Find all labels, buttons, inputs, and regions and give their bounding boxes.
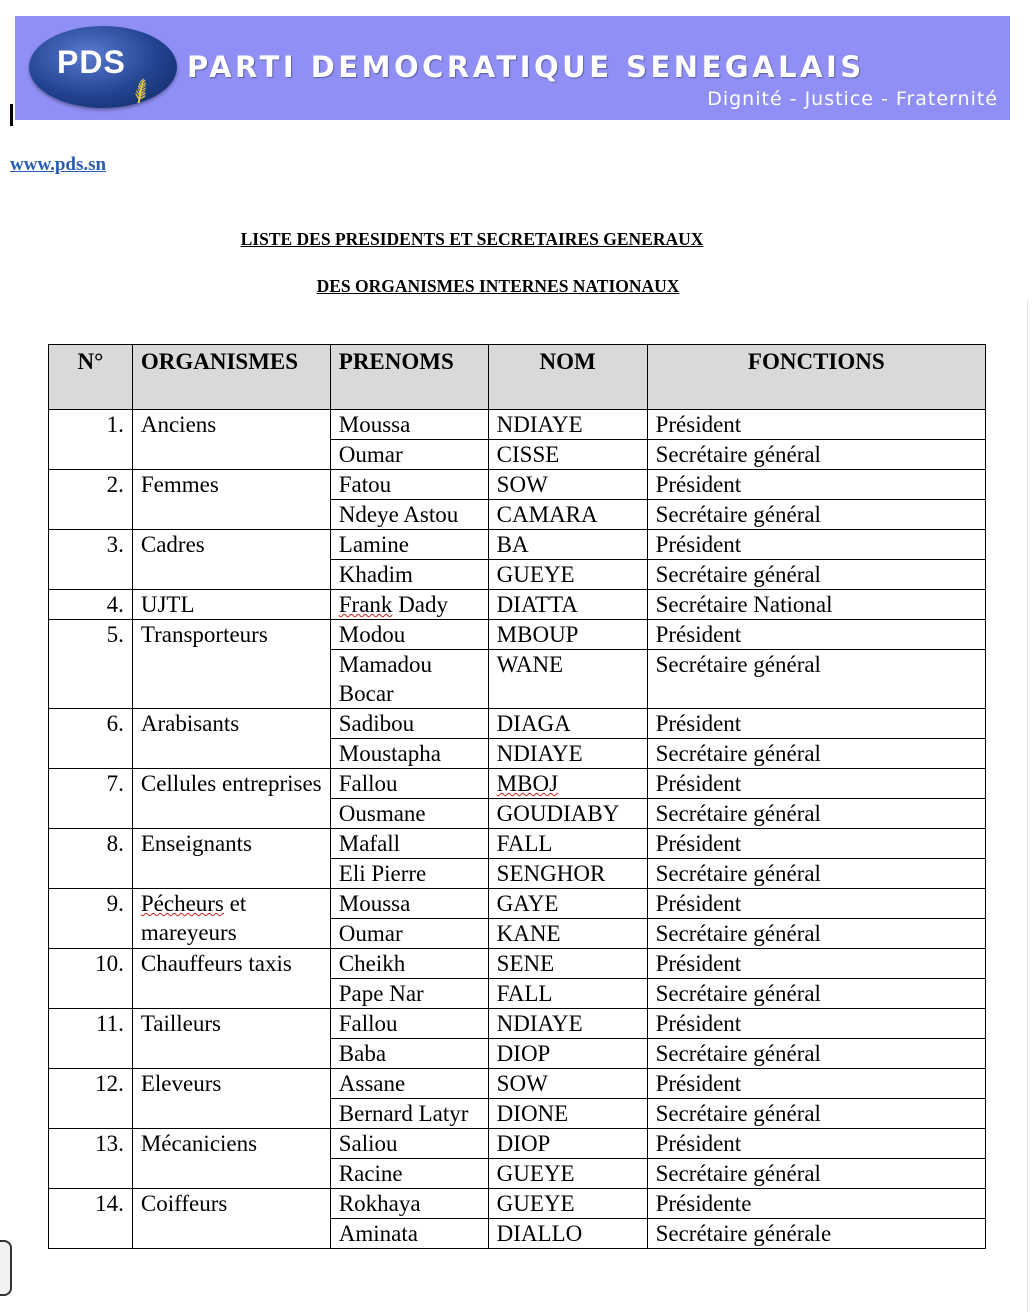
row-number: 7. bbox=[49, 769, 133, 829]
cell-prenom: Mafall bbox=[330, 829, 488, 859]
page-edge bbox=[1027, 300, 1028, 1312]
cell-nom: NDIAYE bbox=[488, 410, 647, 440]
cell-nom: GUEYE bbox=[488, 560, 647, 590]
row-number: 13. bbox=[49, 1129, 133, 1189]
row-number: 14. bbox=[49, 1189, 133, 1249]
cell-fonction: Secrétaire générale bbox=[647, 1219, 985, 1249]
cell-fonction: Président bbox=[647, 1009, 985, 1039]
cell-nom: NDIAYE bbox=[488, 1009, 647, 1039]
table-row bbox=[49, 1009, 986, 1039]
cell-nom: CISSE bbox=[488, 440, 647, 470]
header-organismes: ORGANISMES bbox=[132, 345, 330, 410]
cell-nom: GUEYE bbox=[488, 1159, 647, 1189]
table-row bbox=[49, 590, 986, 620]
row-number: 2. bbox=[49, 470, 133, 530]
cell-nom: CAMARA bbox=[488, 500, 647, 530]
table-body bbox=[49, 410, 986, 1249]
row-number: 3. bbox=[49, 530, 133, 590]
cell-nom: WANE bbox=[488, 650, 647, 709]
row-number: 10. bbox=[49, 949, 133, 1009]
table-header-row bbox=[49, 345, 986, 410]
header-num: N° bbox=[49, 345, 133, 410]
cell-fonction: Secrétaire général bbox=[647, 799, 985, 829]
row-number: 9. bbox=[49, 889, 133, 949]
cell-fonction: Secrétaire général bbox=[647, 919, 985, 949]
wheat-icon: ⸙ bbox=[121, 66, 161, 115]
cell-nom: FALL bbox=[488, 979, 647, 1009]
logo-text: PDS bbox=[57, 44, 126, 80]
cell-prenom: Sadibou bbox=[330, 709, 488, 739]
cell-fonction: Président bbox=[647, 470, 985, 500]
cell-fonction: Secrétaire National bbox=[647, 590, 985, 620]
cell-fonction: Secrétaire général bbox=[647, 1099, 985, 1129]
table-row bbox=[49, 1129, 986, 1159]
organisme-name: Coiffeurs bbox=[132, 1189, 330, 1249]
organisme-name: UJTL bbox=[132, 590, 330, 620]
cell-fonction: Président bbox=[647, 829, 985, 859]
cell-fonction: Président bbox=[647, 410, 985, 440]
cell-prenom: Assane bbox=[330, 1069, 488, 1099]
row-number: 11. bbox=[49, 1009, 133, 1069]
cell-fonction: Président bbox=[647, 620, 985, 650]
organisme-name: Eleveurs bbox=[132, 1069, 330, 1129]
row-number: 4. bbox=[49, 590, 133, 620]
cell-nom: SOW bbox=[488, 470, 647, 500]
organisme-name: Pécheurs et mareyeurs bbox=[132, 889, 330, 949]
cell-nom: SENE bbox=[488, 949, 647, 979]
row-number: 6. bbox=[49, 709, 133, 769]
cell-fonction: Secrétaire général bbox=[647, 1039, 985, 1069]
table-row bbox=[49, 949, 986, 979]
cell-prenom: Fallou bbox=[330, 1009, 488, 1039]
header-prenoms: PRENOMS bbox=[330, 345, 488, 410]
cell-prenom: Baba bbox=[330, 1039, 488, 1069]
cell-prenom: Rokhaya bbox=[330, 1189, 488, 1219]
cell-nom: SENGHOR bbox=[488, 859, 647, 889]
cell-nom: GUEYE bbox=[488, 1189, 647, 1219]
cell-prenom: Aminata bbox=[330, 1219, 488, 1249]
cell-prenom: Modou bbox=[330, 620, 488, 650]
sidebar-toggle-handle[interactable] bbox=[0, 1240, 12, 1296]
cell-fonction: Secrétaire général bbox=[647, 560, 985, 590]
cell-prenom: Oumar bbox=[330, 440, 488, 470]
organisme-name: Mécaniciens bbox=[132, 1129, 330, 1189]
organisme-name: Chauffeurs taxis bbox=[132, 949, 330, 1009]
cell-fonction: Président bbox=[647, 1069, 985, 1099]
organisms-table bbox=[48, 344, 986, 1249]
organisme-name: Enseignants bbox=[132, 829, 330, 889]
organisme-name: Cellules entreprises bbox=[132, 769, 330, 829]
row-number: 5. bbox=[49, 620, 133, 709]
cell-prenom: Khadim bbox=[330, 560, 488, 590]
organisme-name: Tailleurs bbox=[132, 1009, 330, 1069]
cell-fonction: Président bbox=[647, 709, 985, 739]
cell-nom: MBOJ bbox=[488, 769, 647, 799]
cell-fonction: Secrétaire général bbox=[647, 440, 985, 470]
cell-fonction: Président bbox=[647, 769, 985, 799]
table-row bbox=[49, 769, 986, 799]
table-row bbox=[49, 1189, 986, 1219]
cell-fonction: Secrétaire général bbox=[647, 859, 985, 889]
cell-nom: DIONE bbox=[488, 1099, 647, 1129]
cell-prenom: Mamadou Bocar bbox=[330, 650, 488, 709]
table-row bbox=[49, 1069, 986, 1099]
cell-fonction: Président bbox=[647, 1129, 985, 1159]
header-fonctions: FONCTIONS bbox=[647, 345, 985, 410]
row-number: 8. bbox=[49, 829, 133, 889]
party-motto: Dignité - Justice - Fraternité bbox=[707, 88, 998, 110]
table-row bbox=[49, 889, 986, 919]
cell-nom: DIAGA bbox=[488, 709, 647, 739]
document-title-line2: DES ORGANISMES INTERNES NATIONAUX bbox=[316, 276, 680, 296]
cell-prenom: Ndeye Astou bbox=[330, 500, 488, 530]
cell-nom: DIOP bbox=[488, 1129, 647, 1159]
cell-prenom: Moustapha bbox=[330, 739, 488, 769]
table-row bbox=[49, 410, 986, 440]
cell-prenom: Racine bbox=[330, 1159, 488, 1189]
cell-prenom: Saliou bbox=[330, 1129, 488, 1159]
table-row bbox=[49, 470, 986, 500]
party-name: PARTI DEMOCRATIQUE SENEGALAIS bbox=[187, 50, 865, 84]
text-cursor bbox=[10, 104, 13, 126]
cell-prenom: Frank Dady bbox=[330, 590, 488, 620]
cell-nom: GOUDIABY bbox=[488, 799, 647, 829]
cell-prenom: Lamine bbox=[330, 530, 488, 560]
organisme-name: Transporteurs bbox=[132, 620, 330, 709]
cell-prenom: Pape Nar bbox=[330, 979, 488, 1009]
cell-fonction: Secrétaire général bbox=[647, 650, 985, 709]
cell-prenom: Fatou bbox=[330, 470, 488, 500]
document-title-line1: LISTE DES PRESIDENTS ET SECRETAIRES GENERAUX bbox=[240, 229, 704, 249]
pds-logo bbox=[29, 26, 177, 115]
cell-prenom: Moussa bbox=[330, 410, 488, 440]
cell-nom: BA bbox=[488, 530, 647, 560]
organisme-name: Cadres bbox=[132, 530, 330, 590]
table-row bbox=[49, 530, 986, 560]
cell-prenom: Cheikh bbox=[330, 949, 488, 979]
cell-fonction: Présidente bbox=[647, 1189, 985, 1219]
cell-fonction: Président bbox=[647, 889, 985, 919]
cell-prenom: Bernard Latyr bbox=[330, 1099, 488, 1129]
cell-prenom: Oumar bbox=[330, 919, 488, 949]
website-link[interactable]: www.pds.sn bbox=[10, 154, 107, 175]
cell-prenom: Ousmane bbox=[330, 799, 488, 829]
cell-fonction: Secrétaire général bbox=[647, 1159, 985, 1189]
cell-nom: SOW bbox=[488, 1069, 647, 1099]
cell-nom: KANE bbox=[488, 919, 647, 949]
cell-nom: DIALLO bbox=[488, 1219, 647, 1249]
cell-nom: NDIAYE bbox=[488, 739, 647, 769]
cell-nom: GAYE bbox=[488, 889, 647, 919]
table-row bbox=[49, 620, 986, 650]
cell-nom: DIATTA bbox=[488, 590, 647, 620]
cell-prenom: Fallou bbox=[330, 769, 488, 799]
row-number: 1. bbox=[49, 410, 133, 470]
cell-fonction: Secrétaire général bbox=[647, 500, 985, 530]
organisme-name: Arabisants bbox=[132, 709, 330, 769]
table-row bbox=[49, 709, 986, 739]
organisme-name: Anciens bbox=[132, 410, 330, 470]
cell-nom: FALL bbox=[488, 829, 647, 859]
cell-nom: DIOP bbox=[488, 1039, 647, 1069]
cell-fonction: Président bbox=[647, 530, 985, 560]
cell-fonction: Secrétaire général bbox=[647, 979, 985, 1009]
cell-prenom: Eli Pierre bbox=[330, 859, 488, 889]
table-row bbox=[49, 829, 986, 859]
cell-nom: MBOUP bbox=[488, 620, 647, 650]
cell-prenom: Moussa bbox=[330, 889, 488, 919]
header-nom: NOM bbox=[488, 345, 647, 410]
cell-fonction: Secrétaire général bbox=[647, 739, 985, 769]
row-number: 12. bbox=[49, 1069, 133, 1129]
cell-fonction: Président bbox=[647, 949, 985, 979]
organisme-name: Femmes bbox=[132, 470, 330, 530]
party-banner bbox=[15, 16, 1010, 120]
